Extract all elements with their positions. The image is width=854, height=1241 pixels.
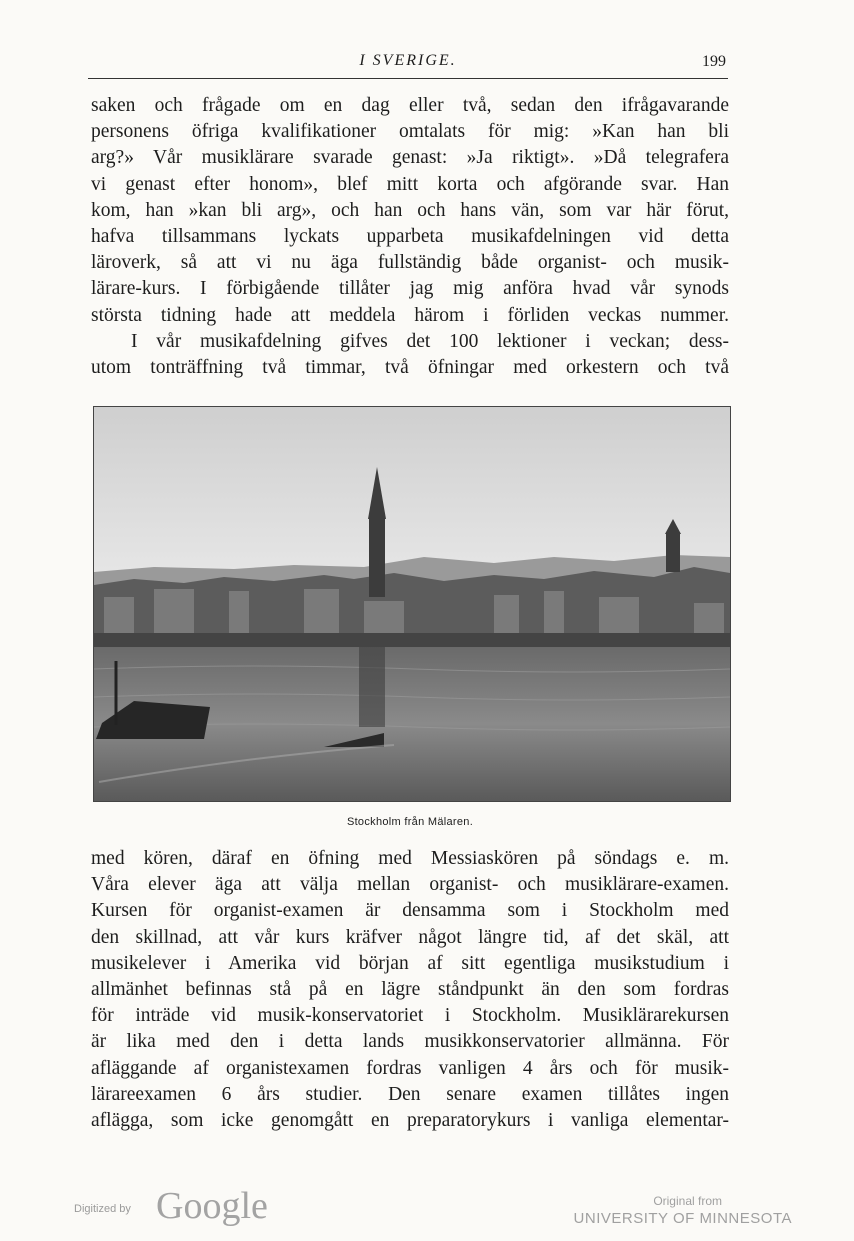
text-line: med kören, däraf en öfning med Messiaskören på söndags e. m. [91,848,729,869]
text-line: personens öfriga kvalifikationer omtalats för mig: »Kan han bli [91,121,729,143]
original-from-watermark [574,1194,792,1227]
text-line: saken och frågade om en dag eller två, sedan den ifrågavarande [91,95,729,116]
text-line: hafva tillsammans lyckats upparbeta musikafdelningen vid detta [91,225,729,247]
harbour-photo-illustration [94,407,730,801]
text-line: är lika med den i detta lands musikkonservatorier allmänna. För [91,1031,729,1053]
text-line: för inträde vid musik-konservatoriet i Stockholm. Musiklärarekursen [91,1005,729,1027]
plate-caption: Stockholm från Mälaren. [346,816,474,828]
text-line: läroverk, så att vi nu äga fullständig både organist- och musik- [91,252,729,274]
text-line: kom, han »kan bli arg», och han och hans vän, som var här förut, [91,199,729,221]
institution-name: UNIVERSITY OF MINNESOTA [573,1210,792,1227]
text-line: arg?» Vår musiklärare svarade genast: »Ja riktigt». »Då telegrafera [91,147,729,169]
digitized-by-label: Digitized by [74,1203,131,1215]
text-line: den skillnad, att vår kurs kräfver något längre tid, af det skäl, att [91,926,729,948]
text-line: aflägga, som icke genomgått en preparatorykurs i vanliga elementar- [91,1109,729,1131]
text-line: musikelever i Amerika vid början af sitt egentliga musikstudium i [91,952,729,974]
text-line: afläggande af organistexamen fordras vanligen 4 års och för musik- [91,1057,729,1079]
paragraph-bottom [91,846,729,1134]
photo-stockholm-plate [93,406,731,802]
text-line: Våra elever äga att välja mellan organist- och musiklärare-examen. [91,874,729,896]
text-line: största tidning hade att meddela härom i förliden veckas nummer. [91,304,729,326]
text-line: allmänhet befinnas stå på en lägre ståndpunkt än den som fordras [91,978,729,1000]
google-logo: Google [156,1185,268,1227]
text-line: utom tonträffning två timmar, två öfningar med orkestern och två [91,356,729,378]
original-from-label: Original from [653,1194,722,1208]
running-head [88,50,728,79]
text-line: lärare-kurs. I förbigående tillåter jag mig anföra hvad vår synods [91,278,729,300]
text-line: I vår musikafdelning gifves det 100 lektioner i veckan; dess- [131,330,729,352]
running-head-title: I SVERIGE. [359,52,457,69]
text-line: vi genast efter honom», blef mitt korta och afgörande svar. Han [91,173,729,195]
page-number: 199 [702,53,726,70]
text-line: Kursen för organist-examen är densamma som i Stockholm med [91,900,729,922]
paragraph-top [91,93,729,381]
text-line: lärareexamen 6 års studier. Den senare examen tillåtes ingen [91,1083,729,1105]
